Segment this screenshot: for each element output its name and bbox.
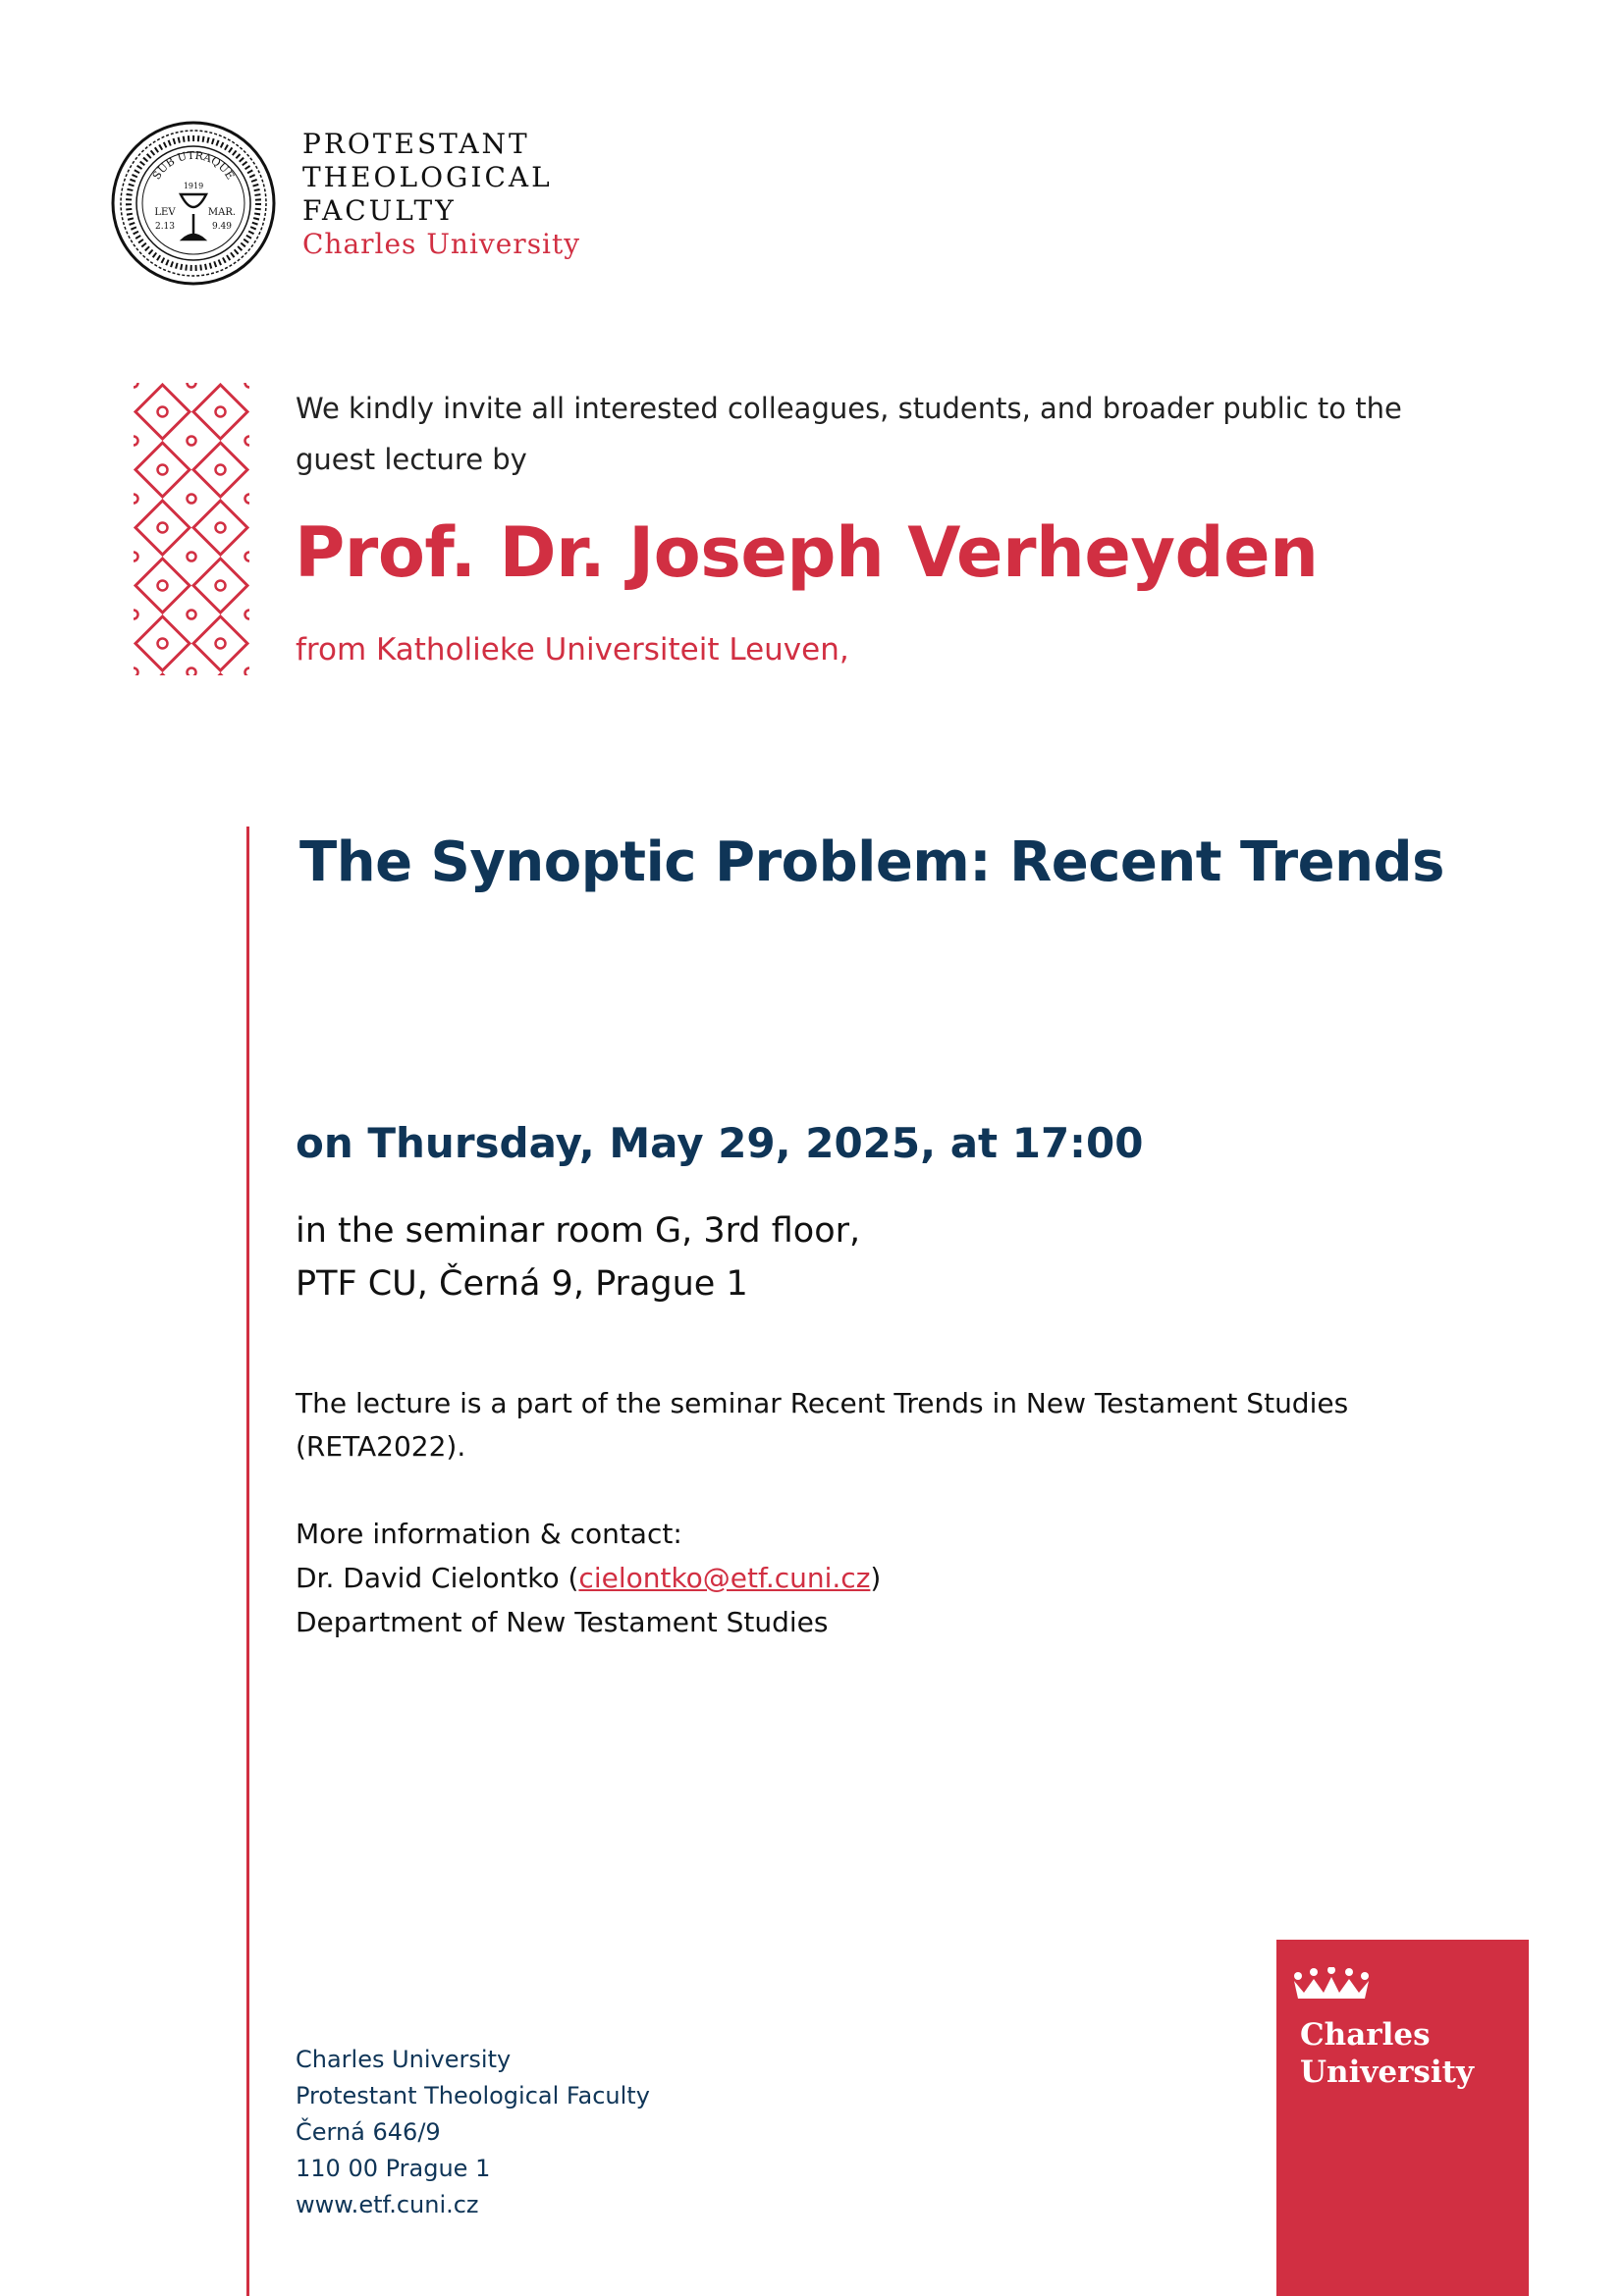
footer-address	[296, 2042, 650, 2223]
faculty-wordmark	[302, 128, 580, 261]
brand-line-2: University	[1300, 2055, 1474, 2090]
contact-email-link[interactable]: cielontko@etf.cuni.cz	[578, 1562, 871, 1594]
faculty-name-line-2: THEOLOGICAL	[302, 161, 553, 193]
venue-line-2: PTF CU, Černá 9, Prague 1	[296, 1264, 748, 1304]
faculty-name-line-3: FACULTY	[302, 194, 457, 227]
venue-line-1: in the seminar room G, 3rd floor,	[296, 1211, 861, 1251]
speaker-name: Prof. Dr. Joseph Verheyden	[295, 512, 1319, 593]
contact-name: Dr. David Cielontko (	[296, 1562, 579, 1594]
contact-name-suffix: )	[870, 1562, 882, 1594]
chalice-icon	[181, 194, 206, 240]
lecture-venue	[296, 1204, 860, 1310]
svg-text:SUB UTRAQUE	[150, 149, 237, 182]
university-name: Charles University	[302, 228, 581, 260]
faculty-name-line-1: PROTESTANT	[302, 128, 530, 160]
contact-block	[296, 1512, 881, 1644]
seal-left-ref: 2.13	[154, 222, 176, 232]
address-line-4: 110 00 Prague 1	[296, 2155, 491, 2182]
seal-motto: SUB UTRAQUE	[149, 148, 238, 183]
address-line-1: Charles University	[296, 2046, 512, 2073]
seal-year: 1919	[183, 182, 204, 190]
contact-heading: More information & contact:	[296, 1518, 682, 1550]
diamond-pattern-decoration	[134, 383, 249, 675]
invitation-text: We kindly invite all interested colleagues, students, and broader public to the guest lecture by	[296, 392, 1402, 476]
seal-right-ref: 9.49	[211, 222, 233, 232]
brand-wordmark	[1300, 2016, 1474, 2091]
seminar-note: The lecture is a part of the seminar Recent Trends in New Testament Studies (RETA2022).	[296, 1387, 1349, 1463]
crown-icon	[1290, 1967, 1373, 2001]
vertical-divider	[246, 827, 249, 2296]
lecture-datetime: on Thursday, May 29, 2025, at 17:00	[296, 1119, 1144, 1167]
website-link[interactable]: www.etf.cuni.cz	[296, 2191, 479, 2218]
contact-department: Department of New Testament Studies	[296, 1606, 829, 1638]
contact-person	[296, 1556, 881, 1600]
seal-left-label: LEV	[154, 207, 176, 218]
speaker-affiliation: from Katholieke Universiteit Leuven,	[296, 632, 849, 667]
seal-right-label: MAR.	[207, 207, 237, 218]
faculty-seal-logo	[110, 120, 277, 287]
brand-line-1: Charles	[1300, 2017, 1431, 2053]
charles-university-logo-box	[1276, 1940, 1529, 2296]
address-line-3: Černá 646/9	[296, 2118, 441, 2146]
address-line-2: Protestant Theological Faculty	[296, 2082, 650, 2109]
lecture-title: The Synoptic Problem: Recent Trends	[299, 830, 1444, 894]
